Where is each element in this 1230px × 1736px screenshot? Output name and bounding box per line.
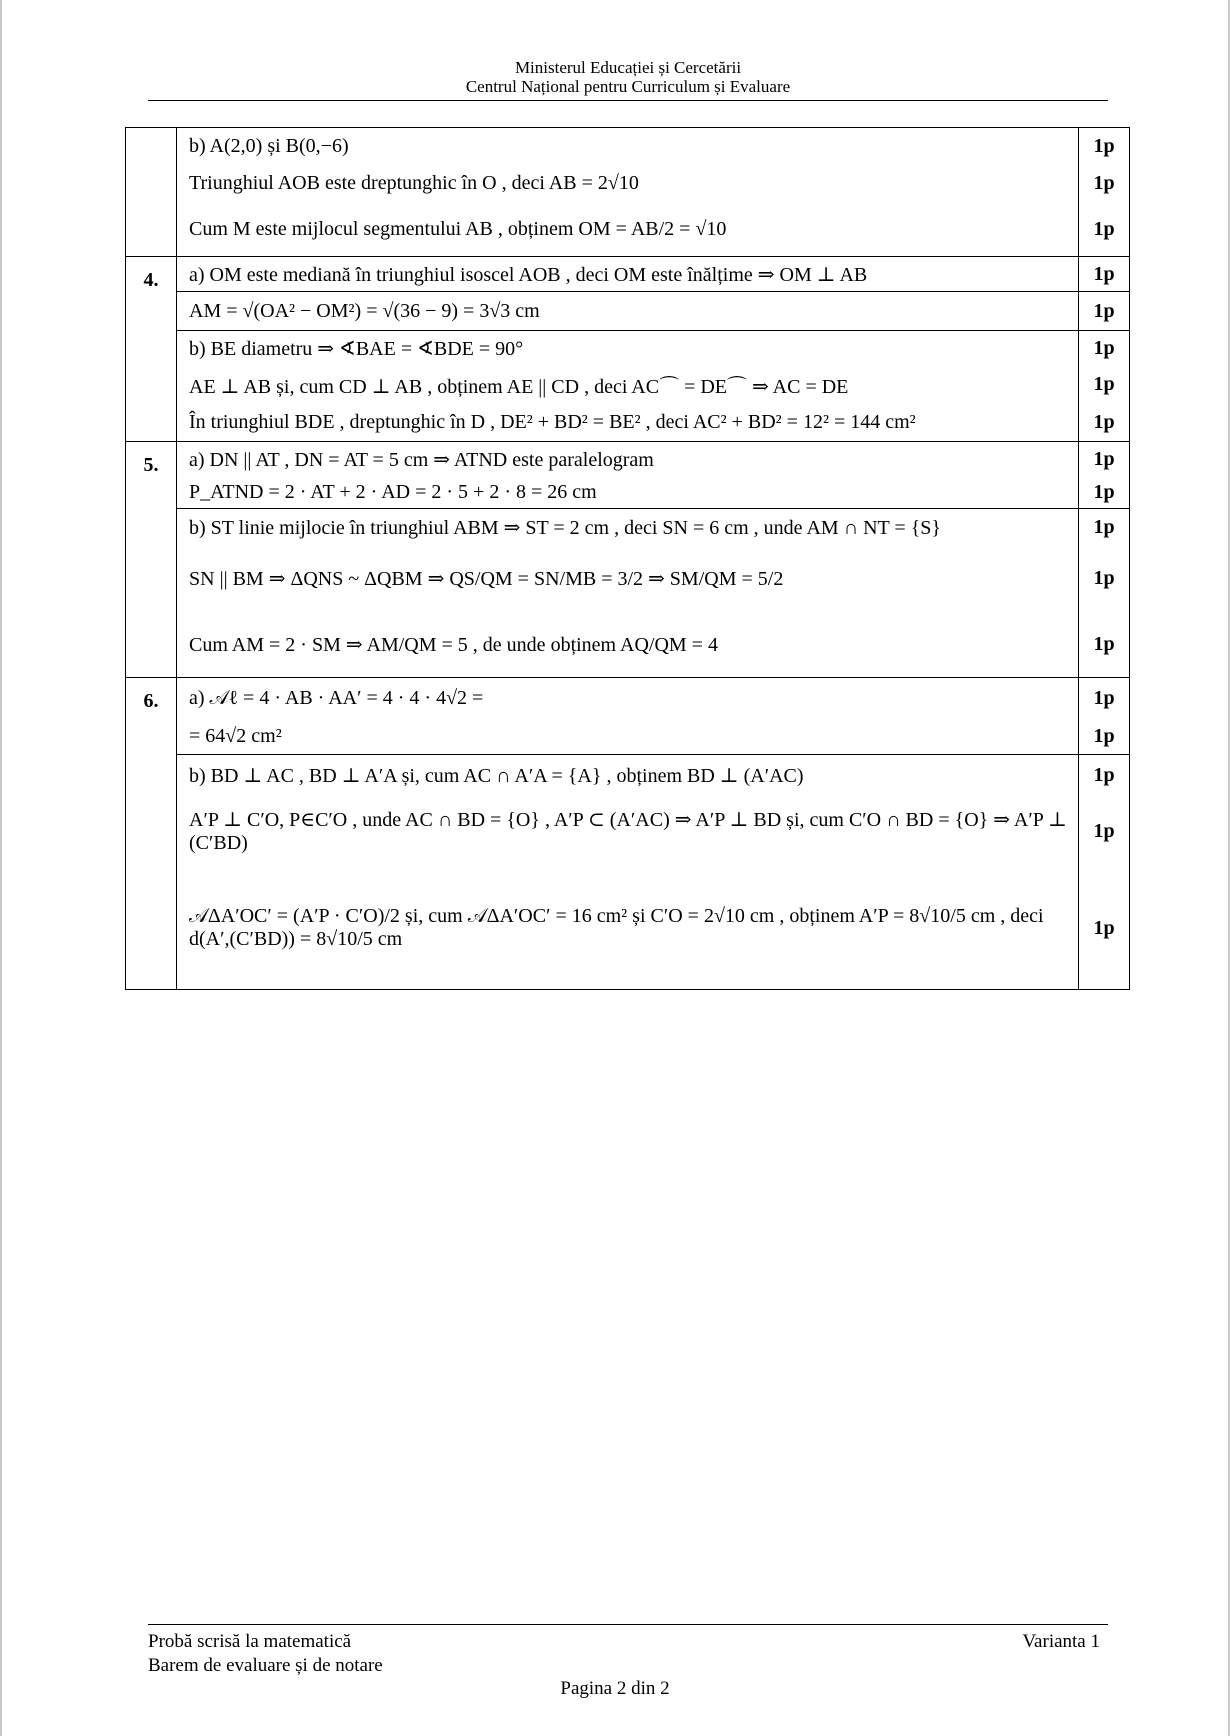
solution-step [177, 867, 1129, 989]
solution-step [177, 365, 1129, 403]
ministry-name: Ministerul Educației și Cercetării [514, 58, 742, 77]
solution-step [177, 611, 1129, 677]
solution-step [177, 164, 1129, 202]
step-text: A′P ⊥ C′O, P∈C′O , unde AC ∩ BD = {O} , A′P ⊂ (A′AC) ⇒ A′P ⊥ BD și, cum C′O ∩ BD = {O} ⇒ A′P ⊥ (C′BD) [189, 809, 1067, 854]
exercise-row [126, 257, 1130, 442]
step-text: b) BD ⊥ AC , BD ⊥ A′A și, cum AC ∩ A′A = {A} , obținem BD ⊥ (A′AC) [189, 764, 804, 787]
solution-cell [177, 128, 1130, 257]
step-points: 1p [1078, 678, 1129, 718]
step-points: 1p [1078, 509, 1129, 545]
step-text: SN || BM ⇒ ΔQNS ~ ΔQBM ⇒ QS/QM = SN/MB = 3/2 ⇒ SM/QM = 5/2 [189, 567, 784, 590]
step-text: a) DN || AT , DN = AT = 5 cm ⇒ ATND este paralelogram [189, 448, 654, 471]
solution-step [177, 403, 1129, 441]
solution-step [177, 202, 1129, 256]
exam-title: Probă scrisă la matematică [148, 1631, 352, 1652]
solution-step [177, 291, 1129, 330]
step-points: 1p [1078, 164, 1129, 202]
step-points: 1p [1078, 476, 1129, 508]
step-text: 𝒜ΔA′OC′ = (A′P · C′O)/2 și, cum 𝒜ΔA′OC′ = 16 cm² și C′O = 2√10 cm , obținem A′P = 8√10/5 cm , deci d(A′,(C′BD)) = 8√10/5 cm [189, 905, 1044, 950]
footer-left [148, 1630, 383, 1678]
step-points: 1p [1078, 257, 1129, 291]
page-header [148, 58, 1108, 96]
step-text: b) A(2,0) și B(0,−6) [189, 134, 349, 157]
step-points: 1p [1078, 331, 1129, 365]
solution-step [177, 128, 1129, 164]
step-text: În triunghiul BDE , dreptunghic în D , DE² + BD² = BE² , deci AC² + BD² = 12² = 144 cm² [189, 410, 916, 433]
exercise-row [126, 442, 1130, 678]
footer-divider [148, 1624, 1108, 1625]
page-number: Pagina 2 din 2 [560, 1678, 670, 1699]
solution-cell [177, 257, 1130, 442]
step-text: a) OM este mediană în triunghiul isoscel AOB , deci OM este înălțime ⇒ OM ⊥ AB [189, 263, 868, 286]
step-points: 1p [1078, 365, 1129, 403]
step-text: Triunghiul AOB este dreptunghic în O , deci AB = 2√10 [189, 171, 639, 194]
exercise-number-label: 4. [143, 269, 159, 291]
step-text: AE ⊥ AB și, cum CD ⊥ AB , obținem AE || CD , deci AC⌒ = DE⌒ ⇒ AC = DE [189, 375, 849, 398]
exercise-number [126, 128, 177, 257]
solution-cell [177, 442, 1130, 678]
solution-step [177, 508, 1129, 545]
step-points: 1p [1078, 718, 1129, 754]
exercise-number [126, 257, 177, 442]
exercise-number [126, 678, 177, 990]
exercise-number-label [126, 128, 176, 140]
solution-step [177, 795, 1129, 867]
exercise-number-label: 6. [143, 690, 159, 712]
solution-step [177, 257, 1129, 291]
step-text: Cum AM = 2 · SM ⇒ AM/QM = 5 , de unde obținem AQ/QM = 4 [189, 633, 718, 656]
step-points: 1p [1078, 867, 1129, 989]
center-name: Centrul Național pentru Curriculum și Evaluare [465, 77, 791, 96]
solution-step [177, 330, 1129, 365]
step-points: 1p [1078, 545, 1129, 611]
exercise-number [126, 442, 177, 678]
solution-step [177, 718, 1129, 754]
step-points: 1p [1078, 611, 1129, 677]
step-points: 1p [1078, 128, 1129, 164]
step-text: Cum M este mijlocul segmentului AB , obținem OM = AB/2 = √10 [189, 217, 727, 240]
exercise-row [126, 678, 1130, 990]
step-points: 1p [1078, 403, 1129, 441]
solution-step [177, 442, 1129, 476]
header-divider [148, 100, 1108, 101]
step-text: P_ATND = 2 · AT + 2 · AD = 2 · 5 + 2 · 8 = 26 cm [189, 480, 597, 503]
solution-step [177, 545, 1129, 611]
step-text: a) 𝒜ℓ = 4 · AB · AA′ = 4 · 4 · 4√2 = [189, 686, 484, 709]
step-text: AM = √(OA² − OM²) = √(36 − 9) = 3√3 cm [189, 299, 540, 322]
step-points: 1p [1078, 795, 1129, 867]
step-text: b) BE diametru ⇒ ∢BAE = ∢BDE = 90° [189, 337, 524, 360]
page-left-edge [0, 0, 2, 1736]
step-text: = 64√2 cm² [189, 724, 282, 747]
step-points: 1p [1078, 755, 1129, 795]
step-points: 1p [1078, 202, 1129, 256]
solution-cell [177, 678, 1130, 990]
grading-table [125, 127, 1130, 990]
solution-step [177, 754, 1129, 795]
variant-label: Varianta 1 [1022, 1631, 1100, 1652]
step-points: 1p [1078, 292, 1129, 330]
solution-step [177, 476, 1129, 508]
exercise-row [126, 128, 1130, 257]
exercise-number-label: 5. [143, 454, 159, 476]
solution-step [177, 678, 1129, 718]
step-points: 1p [1078, 442, 1129, 476]
step-text: b) ST linie mijlocie în triunghiul ABM ⇒ ST = 2 cm , deci SN = 6 cm , unde AM ∩ NT = {S} [189, 516, 942, 539]
document-type: Barem de evaluare și de notare [148, 1655, 383, 1676]
